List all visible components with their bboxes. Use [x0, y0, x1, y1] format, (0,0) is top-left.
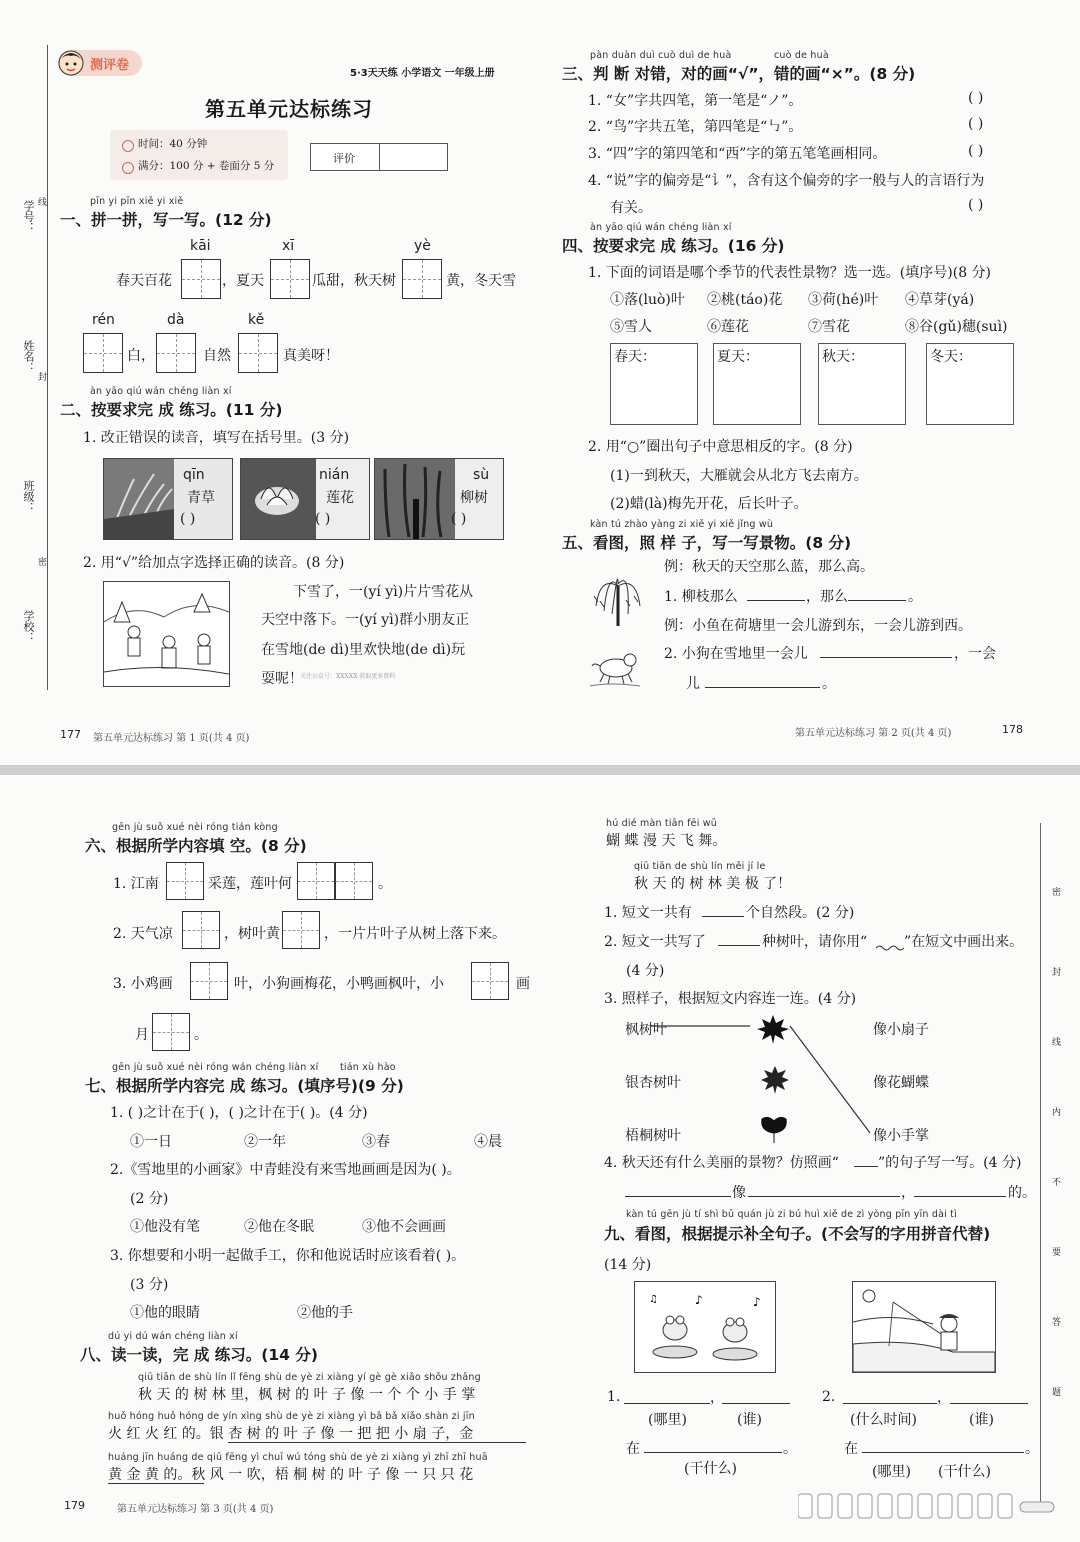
- s8-reading-py3: huáng jīn huáng de qiū fēng yì chuī wú tóng shù de yè zi xiàng yì zhī zhī huā: [108, 1452, 488, 1463]
- s9-a2-num: 2.: [822, 1389, 836, 1405]
- s8-q2-blank[interactable]: [718, 945, 760, 946]
- s5-q1-b: ，那么: [806, 589, 848, 605]
- s7-q2-score: (2 分): [130, 1191, 169, 1207]
- s1-py-ye: yè: [414, 238, 431, 254]
- s8-q4-blank1[interactable]: [625, 1196, 731, 1197]
- s6-pinyin: gēn jù suǒ xué nèi róng tián kòng: [112, 822, 278, 833]
- s4-q2-b: (2)蜡(là)梅先开花，后长叶子。: [610, 496, 808, 512]
- s8-q1-b: 个自然段。(2 分): [746, 905, 855, 921]
- s7-q1-opt4: ④晨: [474, 1134, 502, 1150]
- s1-write-box-ke[interactable]: [238, 333, 278, 373]
- match-left-wutong[interactable]: 梧桐树叶: [625, 1128, 681, 1144]
- s2-passage-line4: 耍呢！: [261, 671, 303, 687]
- underline-ginkgo: [228, 1442, 526, 1443]
- s8-q2: 2. 短文一共写了: [604, 934, 706, 950]
- s1-py-ke: kě: [248, 312, 265, 328]
- s4-q2-a: (1)一到秋天，大雁就会从北方飞去南方。: [610, 468, 868, 484]
- seal-char-ti: 题: [1052, 1388, 1062, 1398]
- s7-q2-opt2: ②他在冬眠: [244, 1219, 314, 1235]
- s1-py-da: dà: [167, 312, 185, 328]
- s8-pinyin: dú yi dú wán chéng liàn xí: [108, 1331, 238, 1342]
- eval-divider: [379, 143, 380, 171]
- s5-q2-blank2[interactable]: [705, 687, 820, 688]
- s2-word-willow: 柳树: [460, 490, 488, 506]
- s9-a2-when-blank[interactable]: [843, 1403, 937, 1404]
- frogs-illustration: [634, 1281, 776, 1373]
- underline-gold: [108, 1483, 204, 1484]
- s8-reading-line1: 秋 天 的 树 林 里，枫 树 的 叶 子 像 一 个 个 小 手 掌: [138, 1387, 476, 1403]
- s8-reading-py5: qiū tiān de shù lín měi jí le: [634, 861, 766, 872]
- s6-item3-d: 月: [135, 1027, 149, 1043]
- svg-text:♫: ♫: [649, 1294, 658, 1305]
- s5-example2: 例：小鱼在荷塘里一会儿游到东，一会儿游到西。: [664, 618, 972, 634]
- s2-q1: 1. 改正错误的读音，填写在括号里。(3 分): [83, 430, 350, 446]
- s4-opt7: ⑦雪花: [808, 319, 850, 335]
- svg-text:♪: ♪: [753, 1295, 761, 1309]
- s8-reading-py1: qiū tiān de shù lín lǐ fēng shù de yè zi xiàng yí gè gè xiǎo shǒu zhǎng: [138, 1372, 481, 1383]
- s1-write-box-xi[interactable]: [270, 259, 310, 299]
- s1-line2-b: 自然: [203, 348, 231, 364]
- s2-py-su: sù: [473, 467, 490, 483]
- s1-line1-b: ，夏天: [222, 273, 264, 289]
- worksheet-page-top: [0, 0, 1080, 765]
- s6-item3-b: 叶，小狗画梅花，小鸭画枫叶，小: [234, 976, 444, 992]
- s6-item1-c: 。: [378, 876, 392, 892]
- s9-a2-comma: ，: [937, 1390, 951, 1406]
- wavy-line-sample: [876, 937, 904, 945]
- summer-label: 夏天：: [717, 349, 759, 365]
- s8-reading-py4: hú dié màn tiān fēi wǔ: [606, 818, 717, 829]
- s9-a1-who-blank[interactable]: [722, 1403, 790, 1404]
- s9-a2-blank[interactable]: [862, 1452, 1024, 1453]
- s7-q3-opt2: ②他的手: [297, 1305, 353, 1321]
- s6-item1-a: 1. 江南: [113, 876, 159, 892]
- s1-write-box-ye[interactable]: [402, 259, 442, 299]
- s9-a2-who-blank[interactable]: [950, 1403, 1028, 1404]
- s8-q2-score: (4 分): [626, 963, 665, 979]
- s6-box-3[interactable]: [335, 862, 373, 900]
- s3-pinyin: pàn duàn duì cuò duì de huà: [590, 50, 732, 61]
- s3-item1-answer[interactable]: ( ): [968, 90, 984, 106]
- s1-py-kai: kāi: [190, 238, 211, 254]
- autumn-label: 秋天：: [822, 349, 864, 365]
- s6-box-7[interactable]: [471, 962, 509, 1000]
- s9-a1-do-hint: (干什么): [684, 1461, 737, 1477]
- s8-q1-blank[interactable]: [702, 916, 744, 917]
- s7-q3: 3. 你想要和小明一起做手工，你和他说话时应该看着( )。: [110, 1248, 466, 1264]
- s8-reading-line5: 秋 天 的 树 林 美 极 了！: [634, 876, 792, 892]
- s9-a2-where-hint: (哪里): [872, 1464, 911, 1480]
- match-left-maple[interactable]: 枫树叶: [625, 1022, 667, 1038]
- s2-q2: 2. 用“√”给加点字选择正确的读音。(8 分): [83, 555, 345, 571]
- s9-pinyin: kàn tú gēn jù tí shì bǔ quán jù zi bú huì xiě de zì yòng pīn yīn dài tì: [626, 1209, 957, 1220]
- winter-label: 冬天：: [930, 349, 972, 365]
- s2-word-grass: 青草: [187, 490, 215, 506]
- s8-q2-c: ”在短文中画出来。: [904, 934, 1024, 950]
- s8-reading-line2: 火 红 火 红 的。银 杏 树 的 叶 子 像 一 把 把 小 扇 子，金: [108, 1426, 474, 1442]
- match-right-butterfly[interactable]: 像花蝴蝶: [873, 1075, 929, 1091]
- s4-opt6: ⑥莲花: [707, 319, 749, 335]
- s2-passage-line3: 在雪地(de dì)里欢快地(de dì)玩: [261, 642, 466, 658]
- s1-line1-d: 黄，冬天雪: [446, 273, 516, 289]
- binding-line: [47, 45, 48, 690]
- s2-heading: 二、按要求完 成 练习。(11 分): [60, 401, 283, 419]
- s8-q4-d: ，: [901, 1185, 915, 1201]
- s9-a1-period: 。: [783, 1441, 797, 1457]
- s2-answer-grass[interactable]: ( ): [180, 511, 196, 527]
- s7-q2-opt3: ③他不会画画: [362, 1219, 446, 1235]
- svg-text:♪: ♪: [695, 1293, 703, 1307]
- s4-opt5: ⑤雪人: [610, 319, 652, 335]
- page-number-177: 177: [60, 728, 81, 741]
- s8-q4-blank3[interactable]: [914, 1196, 1006, 1197]
- s5-q1-blank1[interactable]: [747, 600, 805, 601]
- s2-py-qin: qīn: [183, 467, 205, 483]
- s9-score: (14 分): [604, 1257, 652, 1273]
- s2-passage-line2: 天空中落下。一(yí yì)群小朋友正: [261, 612, 470, 628]
- margin-label-name: 姓名：: [22, 340, 35, 373]
- s4-q2: 2. 用“○”圈出句子中意思相反的字。(8 分): [588, 439, 853, 455]
- snow-play-illustration: [103, 581, 230, 687]
- s3-item3: 3. “四”字的第四笔和“西”字的第五笔笔画相同。: [588, 146, 887, 162]
- margin-seal-line: 线: [38, 198, 48, 208]
- s9-a1-zai: 在: [626, 1441, 640, 1457]
- s5-q2-d: 。: [822, 676, 836, 692]
- s7-q3-score: (3 分): [130, 1277, 169, 1293]
- eval-label: 评价: [333, 152, 355, 165]
- margin-seal-mi: 密: [38, 558, 48, 568]
- page-number-178: 178: [1002, 723, 1023, 736]
- s8-reading-line4: 蝴 蝶 漫 天 飞 舞。: [606, 833, 727, 849]
- spring-label: 春天：: [614, 349, 656, 365]
- s8-q1: 1. 短文一共有: [604, 905, 692, 921]
- s1-line1-c: 瓜甜，秋天树: [312, 273, 396, 289]
- seal-char-xian: 线: [1052, 1038, 1062, 1048]
- s9-a1-where-hint: (哪里): [648, 1412, 687, 1428]
- s1-heading: 一、拼一拼，写一写。(12 分): [60, 211, 272, 229]
- s1-pinyin: pīn yi pīn xiě yi xiě: [90, 196, 184, 207]
- s8-q3: 3. 照样子，根据短文内容连一连。(4 分): [604, 991, 857, 1007]
- s6-box-5[interactable]: [282, 911, 320, 949]
- s1-write-box-da[interactable]: [156, 333, 196, 373]
- s6-box-1[interactable]: [166, 862, 204, 900]
- s7-q1-opt3: ③春: [362, 1134, 390, 1150]
- s6-item3-a: 3. 小鸡画: [113, 976, 173, 992]
- s4-opt1: ①落(luò)叶: [610, 292, 685, 308]
- s9-a2-period: 。: [1025, 1441, 1039, 1457]
- footer-page2: 第五单元达标练习 第 2 页(共 4 页): [795, 728, 952, 739]
- seal-char-feng: 封: [1052, 968, 1062, 978]
- s6-item2-b: ，树叶黄: [224, 926, 280, 942]
- s3-item4: 4. “说”字的偏旁是“讠”，含有这个偏旁的字一般与人的言语行为: [588, 173, 985, 189]
- s7-q1-opt1: ①一日: [130, 1134, 172, 1150]
- s1-write-box-ren[interactable]: [83, 333, 123, 373]
- margin-seal-feng: 封: [38, 373, 48, 383]
- s9-a2-do-hint: (干什么): [938, 1464, 991, 1480]
- seal-char-da: 答: [1052, 1318, 1062, 1328]
- s4-heading: 四、按要求完 成 练习。(16 分): [562, 237, 785, 255]
- page-number-179: 179: [64, 1499, 85, 1512]
- page-title: 第五单元达标练习: [205, 97, 373, 121]
- clock-icon: [122, 140, 134, 152]
- right-binding-line: [1040, 823, 1041, 1503]
- seal-char-yao: 要: [1052, 1248, 1062, 1258]
- s6-box-8[interactable]: [152, 1013, 190, 1051]
- seal-char-bu: 不: [1052, 1178, 1062, 1188]
- s6-box-6[interactable]: [190, 962, 228, 1000]
- exam-time: 时间：40 分钟: [138, 138, 208, 150]
- s9-a2-zai: 在: [844, 1441, 858, 1457]
- exam-score: 满分：100 分 + 卷面分 5 分: [138, 160, 275, 172]
- s7-q1: 1. ( )之计在于( )，( )之计在于( )。(4 分): [110, 1105, 368, 1121]
- s6-item2-a: 2. 天气凉: [113, 926, 173, 942]
- seal-char-mi: 密: [1052, 888, 1062, 898]
- s8-q4-e: 的。: [1008, 1185, 1036, 1201]
- s1-py-xi: xī: [282, 238, 295, 254]
- s6-heading: 六、根据所学内容填 空。(8 分): [85, 837, 307, 855]
- s6-box-2[interactable]: [297, 862, 335, 900]
- dog-icon: [588, 640, 644, 690]
- s3-item4-answer[interactable]: ( ): [968, 197, 984, 213]
- s7-pinyin: gēn jù suǒ xué nèi róng wán chéng liàn xí: [112, 1062, 319, 1073]
- s9-a1-num: 1.: [607, 1389, 621, 1405]
- margin-label-class: 班级：: [22, 480, 35, 513]
- s9-a1-where-blank[interactable]: [624, 1403, 710, 1404]
- s6-item3-e: 。: [194, 1027, 208, 1043]
- s8-q4-c: 像: [732, 1185, 746, 1201]
- s8-q4-b: ”的句子写一写。(4 分): [878, 1155, 1022, 1171]
- s4-opt2: ②桃(táo)花: [707, 292, 783, 308]
- s5-heading: 五、看图，照 样 子，写一写景物。(8 分): [562, 534, 852, 552]
- s4-opt8: ⑧谷(gǔ)穗(suì): [905, 319, 1008, 335]
- footer-page3: 第五单元达标练习 第 3 页(共 4 页): [117, 1504, 274, 1515]
- s5-q2-b: ，一会: [954, 646, 996, 662]
- seal-char-nei: 内: [1052, 1108, 1062, 1118]
- mascot-icon: [56, 46, 86, 78]
- s7-q2-opt1: ①他没有笔: [130, 1219, 200, 1235]
- watermark-text: 关注公众号：XXXXX 获取更多资料: [300, 673, 396, 680]
- s6-item2-c: ，一片片叶子从树上落下来。: [324, 926, 506, 942]
- series-header: 5·3天天练 小学语文 一年级上册: [350, 68, 495, 79]
- s5-q1-c: 。: [908, 589, 922, 605]
- s4-opt4: ④草芽(yá): [905, 292, 975, 308]
- worksheet-page-bottom: [0, 775, 1080, 1542]
- s9-heading: 九、看图，根据提示补全句子。(不会写的字用拼音代替): [604, 1225, 991, 1243]
- s9-a1-who-hint: (谁): [737, 1412, 762, 1428]
- s8-q4-blank2[interactable]: [748, 1196, 900, 1197]
- s3-item2-answer[interactable]: ( ): [968, 116, 984, 132]
- s3-item3-answer[interactable]: ( ): [968, 143, 984, 159]
- match-right-fan[interactable]: 像小扇子: [873, 1022, 929, 1038]
- s2-word-lotus: 莲花: [326, 490, 354, 506]
- s7-q1-opt2: ②一年: [244, 1134, 286, 1150]
- s2-answer-willow[interactable]: ( ): [451, 511, 467, 527]
- s9-a1-comma: ，: [710, 1390, 724, 1406]
- s3-item2: 2. “鸟”字共五笔，第四笔是“㇉”。: [588, 119, 803, 135]
- margin-label-school: 学校：: [22, 610, 35, 643]
- match-left-ginkgo[interactable]: 银杏树叶: [625, 1075, 681, 1091]
- s2-passage-line1: 下雪了，一(yí yì)片片雪花从: [293, 584, 474, 600]
- s4-pinyin: àn yāo qiú wán chéng liàn xí: [590, 222, 732, 233]
- s6-item1-b: 采莲，莲叶何: [208, 876, 292, 892]
- s1-line2-c: 真美呀！: [283, 348, 339, 364]
- s2-answer-lotus[interactable]: ( ): [315, 511, 331, 527]
- s9-a2-who-hint: (谁): [969, 1412, 994, 1428]
- s6-box-4[interactable]: [182, 911, 220, 949]
- s8-q4: 4. 秋天还有什么美丽的景物？仿照画“: [604, 1155, 839, 1171]
- s7-heading: 七、根据所学内容完 成 练习。(填序号)(9 分): [85, 1077, 404, 1095]
- s7-q2: 2.《雪地里的小画家》中青蛙没有来雪地画画是因为( )。: [110, 1162, 461, 1178]
- s6-item3-c: 画: [516, 976, 530, 992]
- match-right-palm[interactable]: 像小手掌: [873, 1128, 929, 1144]
- s7-pinyin-2: tián xù hào: [340, 1062, 396, 1073]
- s9-a2-when-hint: (什么时间): [850, 1412, 917, 1428]
- s2-pinyin: àn yāo qiú wán chéng liàn xí: [90, 386, 232, 397]
- s1-line2-a: 白，: [127, 348, 155, 364]
- s2-py-nian: nián: [319, 467, 350, 483]
- s5-q2-blank1[interactable]: [820, 657, 952, 658]
- s3-item4-b: 有关。: [610, 200, 652, 216]
- s1-line1-a: 春天百花: [116, 273, 172, 289]
- footer-page1: 第五单元达标练习 第 1 页(共 4 页): [93, 733, 250, 744]
- s1-py-ren: rén: [92, 312, 115, 328]
- s5-q2-c: 儿: [686, 676, 700, 692]
- s7-q3-opt1: ①他的眼睛: [130, 1305, 200, 1321]
- s4-opt3: ③荷(hé)叶: [808, 292, 879, 308]
- match-lines: [600, 1005, 900, 1145]
- s3-heading: 三、判 断 对错，对的画“√”，错的画“×”。(8 分): [562, 65, 916, 83]
- score-icon: [122, 162, 134, 174]
- s3-pinyin-2: cuò de huà: [774, 50, 829, 61]
- fishing-boy-illustration: [852, 1281, 996, 1373]
- s8-reading-py2: huǒ hóng huǒ hóng de yín xìng shù de yè zi xiàng yì bǎ bǎ xiǎo shàn zi jīn: [108, 1411, 475, 1422]
- s5-q2: 2. 小狗在雪地里一会儿: [664, 646, 808, 662]
- margin-label-student-no: 学号：: [22, 200, 35, 233]
- s8-heading: 八、读一读，完 成 练习。(14 分): [80, 1346, 318, 1364]
- s8-q4-sample-line: [854, 1166, 878, 1167]
- badge-label: 测评卷: [90, 58, 130, 73]
- brand-watermark-icon: [798, 1492, 1058, 1522]
- s5-q1-blank2[interactable]: [848, 600, 906, 601]
- s8-reading-line3: 黄 金 黄 的。秋 风 一 吹，梧 桐 树 的 叶 子 像 一 只 只 花: [108, 1467, 474, 1483]
- willow-tree-icon: [590, 556, 646, 626]
- s1-write-box-kai[interactable]: [181, 259, 221, 299]
- s5-pinyin: kàn tú zhào yàng zi xiě yi xiě jǐng wù: [590, 519, 774, 530]
- s8-q2-b: 种树叶，请你用“: [762, 934, 868, 950]
- s9-a1-do-blank[interactable]: [644, 1452, 782, 1453]
- s3-item1: 1. “女”字共四笔，第一笔是“ノ”。: [588, 93, 803, 109]
- s5-q1: 1. 柳枝那么: [664, 589, 738, 605]
- s5-example1: 例：秋天的天空那么蓝，那么高。: [664, 559, 874, 575]
- s4-q1: 1. 下面的词语是哪个季节的代表性景物？选一选。(填序号)(8 分): [588, 265, 992, 281]
